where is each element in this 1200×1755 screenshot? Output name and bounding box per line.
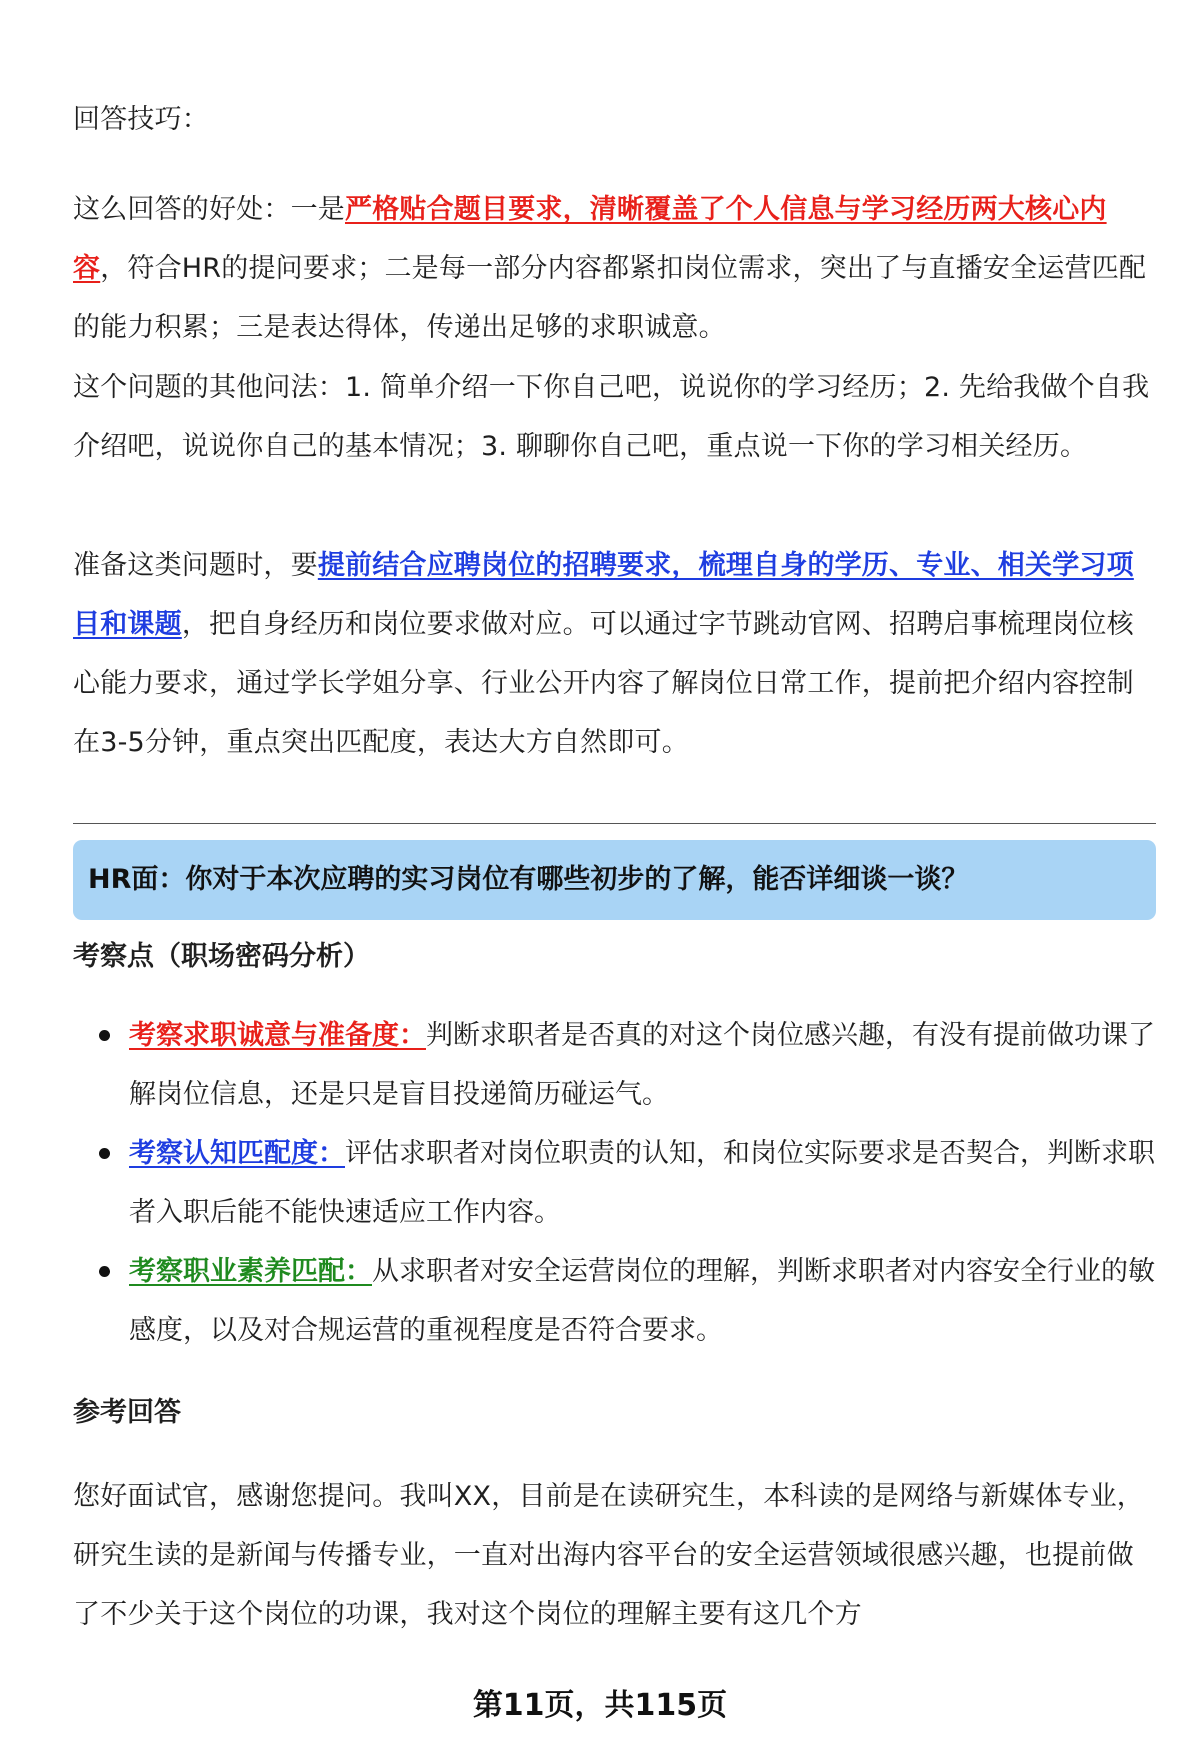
bullet-item xyxy=(73,1242,1163,1360)
benefits-highlight-red: 严格贴合题目要求，清晰覆盖了个人信息与学习经历两大核心内容 xyxy=(73,194,1107,284)
bullet-item xyxy=(73,1006,1163,1124)
bullet-dot xyxy=(99,1148,110,1159)
benefits-rest: ，符合HR的提问要求；二是每一部分内容都紧扣岗位需求，突出了与直播安全运营匹配的能力积累；三是表达得体，传递出足够的求职诚意。 xyxy=(73,253,1147,343)
other-questions-paragraph: 这个问题的其他问法：1. 简单介绍一下你自己吧，说说你的学习经历；2. 先给我做个自我介绍吧，说说你自己的基本情况；3. 聊聊你自己吧，重点说一下你的学习相关经历。 xyxy=(73,372,1150,462)
section-label: 回答技巧： xyxy=(73,104,209,135)
bullet-item xyxy=(73,1124,1163,1242)
benefits-paragraph xyxy=(73,180,1153,357)
bullet-label-blue: 考察认知匹配度： xyxy=(129,1138,345,1169)
examine-heading: 考察点（职场密码分析） xyxy=(73,941,370,972)
benefits-intro: 这么回答的好处：一是 xyxy=(73,194,345,225)
section-divider xyxy=(73,823,1156,824)
examine-bullet-list xyxy=(73,1006,1163,1360)
answer-heading: 参考回答 xyxy=(73,1397,181,1428)
bullet-text: 从求职者对安全运营岗位的理解，判断求职者对内容安全行业的敏感度，以及对合规运营的重视程度是否符合要求。 xyxy=(129,1256,1155,1346)
reference-answer: 您好面试官，感谢您提问。我叫XX，目前是在读研究生，本科读的是网络与新媒体专业，研究生读的是新闻与传播专业，一直对出海内容平台的安全运营领域很感兴趣，也提前做了不少关于这个岗位的功课，我对这个岗位的理解主要有这几个方 xyxy=(73,1481,1144,1630)
bullet-text: 判断求职者是否真的对这个岗位感兴趣，有没有提前做功课了解岗位信息，还是只是盲目投递简历碰运气。 xyxy=(129,1020,1155,1110)
preparation-highlight-blue: 提前结合应聘岗位的招聘要求，梳理自身的学历、专业、相关学习项目和课题 xyxy=(73,550,1134,640)
question-text: HR面：你对于本次应聘的实习岗位有哪些初步的了解，能否详细谈一谈？ xyxy=(88,864,969,895)
preparation-paragraph xyxy=(73,536,1153,772)
bullet-dot xyxy=(99,1266,110,1277)
bullet-label-green: 考察职业素养匹配： xyxy=(129,1256,372,1287)
preparation-intro: 准备这类问题时，要 xyxy=(73,550,318,581)
bullet-label-red: 考察求职诚意与准备度： xyxy=(129,1020,426,1051)
page-footer: 第11页，共115页 xyxy=(472,1688,728,1723)
preparation-rest: ，把自身经历和岗位要求做对应。可以通过字节跳动官网、招聘启事梳理岗位核心能力要求，通过学长学姐分享、行业公开内容了解岗位日常工作，提前把介绍内容控制在3-5分钟，重点突出匹配度，表达大方自然即可。 xyxy=(73,609,1134,758)
bullet-dot xyxy=(99,1030,110,1041)
bullet-text: 评估求职者对岗位职责的认知，和岗位实际要求是否契合，判断求职者入职后能不能快速适应工作内容。 xyxy=(129,1138,1155,1228)
